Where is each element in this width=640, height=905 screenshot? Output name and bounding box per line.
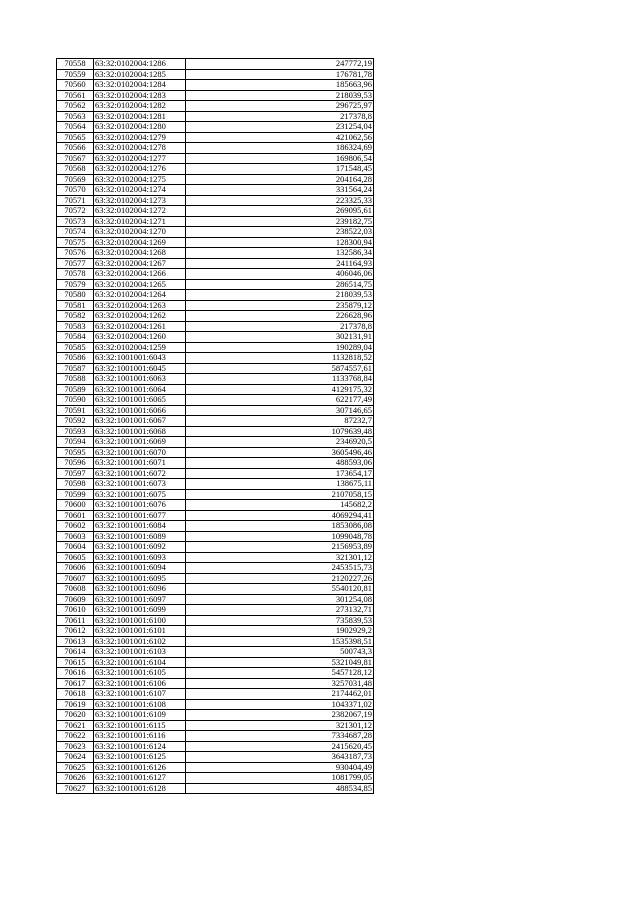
cadastral-value-cell: 488534,85: [186, 783, 374, 794]
table-row: [57, 384, 374, 395]
cadastral-number-cell: 63:32:0102004:1267: [94, 258, 186, 269]
row-number-cell: 70598: [57, 479, 94, 490]
cadastral-number-cell: 63:32:1001001:6126: [94, 762, 186, 773]
table-row: [57, 248, 374, 259]
row-number-cell: 70615: [57, 657, 94, 668]
cadastral-number-cell: 63:32:0102004:1275: [94, 174, 186, 185]
row-number-cell: 70577: [57, 258, 94, 269]
table-row: [57, 563, 374, 574]
row-number-cell: 70608: [57, 584, 94, 595]
row-number-cell: 70599: [57, 489, 94, 500]
row-number-cell: 70560: [57, 80, 94, 91]
cadastral-value-cell: 1535398,51: [186, 636, 374, 647]
cadastral-value-cell: 218039,53: [186, 290, 374, 301]
table-row: [57, 542, 374, 553]
cadastral-value-cell: 176781,78: [186, 69, 374, 80]
table-row: [57, 426, 374, 437]
cadastral-number-cell: 63:32:1001001:6071: [94, 458, 186, 469]
table-row: [57, 458, 374, 469]
cadastral-value-cell: 217378,8: [186, 111, 374, 122]
cadastral-number-cell: 63:32:1001001:6075: [94, 489, 186, 500]
table-body: [57, 59, 374, 794]
cadastral-number-cell: 63:32:0102004:1259: [94, 342, 186, 353]
cadastral-value-cell: 2174462,01: [186, 689, 374, 700]
cadastral-value-cell: 3643187,73: [186, 752, 374, 763]
row-number-cell: 70593: [57, 426, 94, 437]
cadastral-number-cell: 63:32:1001001:6064: [94, 384, 186, 395]
row-number-cell: 70617: [57, 678, 94, 689]
cadastral-value-cell: 1132818,52: [186, 353, 374, 364]
cadastral-value-cell: 301254,08: [186, 594, 374, 605]
row-number-cell: 70587: [57, 363, 94, 374]
row-number-cell: 70600: [57, 500, 94, 511]
table-row: [57, 710, 374, 721]
table-row: [57, 80, 374, 91]
cadastral-number-cell: 63:32:1001001:6067: [94, 416, 186, 427]
cadastral-number-cell: 63:32:1001001:6093: [94, 552, 186, 563]
cadastral-value-cell: 421062,56: [186, 132, 374, 143]
table-row: [57, 468, 374, 479]
cadastral-number-cell: 63:32:1001001:6116: [94, 731, 186, 742]
table-row: [57, 437, 374, 448]
cadastral-number-cell: 63:32:0102004:1277: [94, 153, 186, 164]
cadastral-number-cell: 63:32:0102004:1279: [94, 132, 186, 143]
row-number-cell: 70584: [57, 332, 94, 343]
row-number-cell: 70567: [57, 153, 94, 164]
cadastral-number-cell: 63:32:0102004:1261: [94, 321, 186, 332]
row-number-cell: 70580: [57, 290, 94, 301]
row-number-cell: 70563: [57, 111, 94, 122]
cadastral-number-cell: 63:32:1001001:6072: [94, 468, 186, 479]
row-number-cell: 70576: [57, 248, 94, 259]
table-row: [57, 521, 374, 532]
row-number-cell: 70582: [57, 311, 94, 322]
table-row: [57, 90, 374, 101]
cadastral-number-cell: 63:32:1001001:6043: [94, 353, 186, 364]
row-number-cell: 70578: [57, 269, 94, 280]
row-number-cell: 70561: [57, 90, 94, 101]
table-row: [57, 111, 374, 122]
row-number-cell: 70586: [57, 353, 94, 364]
table-row: [57, 741, 374, 752]
table-row: [57, 101, 374, 112]
row-number-cell: 70591: [57, 405, 94, 416]
cadastral-number-cell: 63:32:1001001:6094: [94, 563, 186, 574]
cadastral-value-cell: 4069294,41: [186, 510, 374, 521]
cadastral-number-cell: 63:32:1001001:6089: [94, 531, 186, 542]
cadastral-value-cell: 138675,11: [186, 479, 374, 490]
table-row: [57, 752, 374, 763]
row-number-cell: 70592: [57, 416, 94, 427]
cadastral-value-cell: 1902929,2: [186, 626, 374, 637]
row-number-cell: 70585: [57, 342, 94, 353]
cadastral-number-cell: 63:32:1001001:6105: [94, 668, 186, 679]
cadastral-number-cell: 63:32:1001001:6099: [94, 605, 186, 616]
cadastral-number-cell: 63:32:1001001:6115: [94, 720, 186, 731]
row-number-cell: 70559: [57, 69, 94, 80]
cadastral-number-cell: 63:32:1001001:6128: [94, 783, 186, 794]
row-number-cell: 70564: [57, 122, 94, 133]
row-number-cell: 70574: [57, 227, 94, 238]
row-number-cell: 70609: [57, 594, 94, 605]
cadastral-number-cell: 63:32:0102004:1270: [94, 227, 186, 238]
row-number-cell: 70604: [57, 542, 94, 553]
cadastral-number-cell: 63:32:1001001:6069: [94, 437, 186, 448]
cadastral-number-cell: 63:32:1001001:6125: [94, 752, 186, 763]
row-number-cell: 70602: [57, 521, 94, 532]
cadastral-value-cell: 1081799,05: [186, 773, 374, 784]
cadastral-number-cell: 63:32:1001001:6102: [94, 636, 186, 647]
table-row: [57, 321, 374, 332]
cadastral-value-cell: 5540120,81: [186, 584, 374, 595]
table-row: [57, 500, 374, 511]
cadastral-value-cell: 226628,96: [186, 311, 374, 322]
cadastral-value-cell: 2156953,89: [186, 542, 374, 553]
cadastral-number-cell: 63:32:0102004:1286: [94, 59, 186, 70]
table-row: [57, 720, 374, 731]
table-row: [57, 689, 374, 700]
row-number-cell: 70613: [57, 636, 94, 647]
cadastral-number-cell: 63:32:1001001:6073: [94, 479, 186, 490]
row-number-cell: 70614: [57, 647, 94, 658]
cadastral-number-cell: 63:32:0102004:1280: [94, 122, 186, 133]
cadastral-number-cell: 63:32:1001001:6106: [94, 678, 186, 689]
table-row: [57, 615, 374, 626]
table-row: [57, 657, 374, 668]
cadastral-value-cell: 5874557,61: [186, 363, 374, 374]
table-row: [57, 290, 374, 301]
table-row: [57, 237, 374, 248]
cadastral-number-cell: 63:32:1001001:6109: [94, 710, 186, 721]
cadastral-number-cell: 63:32:1001001:6100: [94, 615, 186, 626]
row-number-cell: 70568: [57, 164, 94, 175]
table-row: [57, 353, 374, 364]
cadastral-value-cell: 169806,54: [186, 153, 374, 164]
table-row: [57, 678, 374, 689]
cadastral-number-cell: 63:32:0102004:1265: [94, 279, 186, 290]
cadastral-number-cell: 63:32:1001001:6068: [94, 426, 186, 437]
table-row: [57, 510, 374, 521]
row-number-cell: 70621: [57, 720, 94, 731]
row-number-cell: 70601: [57, 510, 94, 521]
table-row: [57, 132, 374, 143]
table-row: [57, 374, 374, 385]
cadastral-number-cell: 63:32:1001001:6092: [94, 542, 186, 553]
cadastral-number-cell: 63:32:1001001:6045: [94, 363, 186, 374]
table-row: [57, 489, 374, 500]
cadastral-value-cell: 247772,19: [186, 59, 374, 70]
row-number-cell: 70595: [57, 447, 94, 458]
table-row: [57, 647, 374, 658]
cadastral-number-cell: 63:32:0102004:1263: [94, 300, 186, 311]
row-number-cell: 70627: [57, 783, 94, 794]
row-number-cell: 70579: [57, 279, 94, 290]
cadastral-value-cell: 4129175,32: [186, 384, 374, 395]
cadastral-number-cell: 63:32:0102004:1269: [94, 237, 186, 248]
table-row: [57, 195, 374, 206]
row-number-cell: 70626: [57, 773, 94, 784]
cadastral-value-cell: 930404,49: [186, 762, 374, 773]
cadastral-value-cell: 307146,65: [186, 405, 374, 416]
table-row: [57, 153, 374, 164]
cadastral-number-cell: 63:32:0102004:1274: [94, 185, 186, 196]
cadastral-value-cell: 190289,04: [186, 342, 374, 353]
row-number-cell: 70606: [57, 563, 94, 574]
cadastral-number-cell: 63:32:1001001:6076: [94, 500, 186, 511]
table-row: [57, 573, 374, 584]
cadastral-value-cell: 132586,34: [186, 248, 374, 259]
cadastral-number-cell: 63:32:1001001:6127: [94, 773, 186, 784]
table-row: [57, 332, 374, 343]
cadastral-value-cell: 269095,61: [186, 206, 374, 217]
cadastral-number-cell: 63:32:1001001:6107: [94, 689, 186, 700]
table-row: [57, 300, 374, 311]
table-row: [57, 174, 374, 185]
table-row: [57, 636, 374, 647]
row-number-cell: 70571: [57, 195, 94, 206]
table-row: [57, 699, 374, 710]
row-number-cell: 70590: [57, 395, 94, 406]
cadastral-value-cell: 488593,06: [186, 458, 374, 469]
cadastral-number-cell: 63:32:0102004:1284: [94, 80, 186, 91]
row-number-cell: 70596: [57, 458, 94, 469]
row-number-cell: 70589: [57, 384, 94, 395]
cadastral-value-cell: 238522,03: [186, 227, 374, 238]
cadastral-number-cell: 63:32:0102004:1282: [94, 101, 186, 112]
cadastral-value-cell: 2382067,19: [186, 710, 374, 721]
cadastral-value-cell: 145682,2: [186, 500, 374, 511]
cadastral-value-cell: 1853086,08: [186, 521, 374, 532]
row-number-cell: 70566: [57, 143, 94, 154]
cadastral-value-cell: 286514,75: [186, 279, 374, 290]
cadastral-number-cell: 63:32:1001001:6124: [94, 741, 186, 752]
row-number-cell: 70575: [57, 237, 94, 248]
row-number-cell: 70594: [57, 437, 94, 448]
cadastral-number-cell: 63:32:0102004:1281: [94, 111, 186, 122]
cadastral-value-cell: 204164,28: [186, 174, 374, 185]
table-row: [57, 552, 374, 563]
table-row: [57, 59, 374, 70]
cadastral-value-cell: 5457128,12: [186, 668, 374, 679]
cadastral-value-cell: 2120227,26: [186, 573, 374, 584]
row-number-cell: 70622: [57, 731, 94, 742]
table-row: [57, 762, 374, 773]
cadastral-number-cell: 63:32:1001001:6096: [94, 584, 186, 595]
cadastral-value-cell: 296725,97: [186, 101, 374, 112]
table-row: [57, 185, 374, 196]
table-row: [57, 668, 374, 679]
cadastral-number-cell: 63:32:1001001:6065: [94, 395, 186, 406]
cadastral-number-cell: 63:32:1001001:6084: [94, 521, 186, 532]
cadastral-value-cell: 1043371,02: [186, 699, 374, 710]
cadastral-value-cell: 2415620,45: [186, 741, 374, 752]
cadastral-value-cell: 241164,93: [186, 258, 374, 269]
table-row: [57, 605, 374, 616]
cadastral-number-cell: 63:32:1001001:6070: [94, 447, 186, 458]
cadastral-value-cell: 735839,53: [186, 615, 374, 626]
table-row: [57, 311, 374, 322]
table-row: [57, 164, 374, 175]
table-row: [57, 122, 374, 133]
cadastral-value-cell: 5321049,81: [186, 657, 374, 668]
row-number-cell: 70573: [57, 216, 94, 227]
table-row: [57, 416, 374, 427]
table-row: [57, 216, 374, 227]
document-page: [56, 58, 374, 794]
row-number-cell: 70569: [57, 174, 94, 185]
table-row: [57, 773, 374, 784]
cadastral-value-cell: 186324,69: [186, 143, 374, 154]
cadastral-number-cell: 63:32:0102004:1268: [94, 248, 186, 259]
cadastral-value-table: [56, 58, 374, 794]
cadastral-value-cell: 7334687,28: [186, 731, 374, 742]
cadastral-value-cell: 235879,12: [186, 300, 374, 311]
cadastral-number-cell: 63:32:1001001:6066: [94, 405, 186, 416]
cadastral-value-cell: 217378,8: [186, 321, 374, 332]
table-row: [57, 227, 374, 238]
cadastral-value-cell: 173654,17: [186, 468, 374, 479]
cadastral-value-cell: 239182,75: [186, 216, 374, 227]
table-row: [57, 269, 374, 280]
cadastral-value-cell: 321301,12: [186, 720, 374, 731]
cadastral-number-cell: 63:32:0102004:1283: [94, 90, 186, 101]
cadastral-value-cell: 622177,49: [186, 395, 374, 406]
table-row: [57, 405, 374, 416]
cadastral-number-cell: 63:32:1001001:6101: [94, 626, 186, 637]
cadastral-value-cell: 500743,3: [186, 647, 374, 658]
cadastral-value-cell: 321301,12: [186, 552, 374, 563]
row-number-cell: 70581: [57, 300, 94, 311]
row-number-cell: 70572: [57, 206, 94, 217]
row-number-cell: 70624: [57, 752, 94, 763]
cadastral-number-cell: 63:32:0102004:1285: [94, 69, 186, 80]
row-number-cell: 70558: [57, 59, 94, 70]
cadastral-value-cell: 171548,45: [186, 164, 374, 175]
cadastral-number-cell: 63:32:0102004:1266: [94, 269, 186, 280]
row-number-cell: 70565: [57, 132, 94, 143]
cadastral-value-cell: 2453515,73: [186, 563, 374, 574]
row-number-cell: 70605: [57, 552, 94, 563]
table-row: [57, 69, 374, 80]
cadastral-value-cell: 218039,53: [186, 90, 374, 101]
row-number-cell: 70612: [57, 626, 94, 637]
cadastral-value-cell: 1133768,84: [186, 374, 374, 385]
row-number-cell: 70583: [57, 321, 94, 332]
row-number-cell: 70619: [57, 699, 94, 710]
table-row: [57, 279, 374, 290]
cadastral-value-cell: 185663,96: [186, 80, 374, 91]
row-number-cell: 70603: [57, 531, 94, 542]
table-row: [57, 584, 374, 595]
cadastral-number-cell: 63:32:0102004:1278: [94, 143, 186, 154]
cadastral-value-cell: 302131,91: [186, 332, 374, 343]
cadastral-number-cell: 63:32:0102004:1273: [94, 195, 186, 206]
cadastral-value-cell: 3257031,48: [186, 678, 374, 689]
row-number-cell: 70570: [57, 185, 94, 196]
cadastral-value-cell: 231254,04: [186, 122, 374, 133]
cadastral-number-cell: 63:32:0102004:1262: [94, 311, 186, 322]
cadastral-value-cell: 2346920,5: [186, 437, 374, 448]
table-row: [57, 395, 374, 406]
cadastral-number-cell: 63:32:1001001:6077: [94, 510, 186, 521]
cadastral-number-cell: 63:32:0102004:1264: [94, 290, 186, 301]
cadastral-value-cell: 223325,33: [186, 195, 374, 206]
row-number-cell: 70597: [57, 468, 94, 479]
cadastral-number-cell: 63:32:0102004:1276: [94, 164, 186, 175]
row-number-cell: 70618: [57, 689, 94, 700]
row-number-cell: 70616: [57, 668, 94, 679]
row-number-cell: 70610: [57, 605, 94, 616]
row-number-cell: 70620: [57, 710, 94, 721]
cadastral-value-cell: 331564,24: [186, 185, 374, 196]
cadastral-value-cell: 87232,7: [186, 416, 374, 427]
table-row: [57, 342, 374, 353]
table-row: [57, 258, 374, 269]
cadastral-value-cell: 406046,06: [186, 269, 374, 280]
cadastral-value-cell: 2107058,15: [186, 489, 374, 500]
row-number-cell: 70623: [57, 741, 94, 752]
table-row: [57, 143, 374, 154]
table-row: [57, 531, 374, 542]
cadastral-number-cell: 63:32:0102004:1271: [94, 216, 186, 227]
cadastral-number-cell: 63:32:1001001:6108: [94, 699, 186, 710]
table-row: [57, 363, 374, 374]
row-number-cell: 70562: [57, 101, 94, 112]
table-row: [57, 206, 374, 217]
cadastral-number-cell: 63:32:0102004:1272: [94, 206, 186, 217]
cadastral-number-cell: 63:32:1001001:6095: [94, 573, 186, 584]
cadastral-value-cell: 3605496,46: [186, 447, 374, 458]
table-row: [57, 731, 374, 742]
row-number-cell: 70611: [57, 615, 94, 626]
cadastral-value-cell: 1079639,48: [186, 426, 374, 437]
row-number-cell: 70625: [57, 762, 94, 773]
table-row: [57, 783, 374, 794]
row-number-cell: 70607: [57, 573, 94, 584]
cadastral-number-cell: 63:32:0102004:1260: [94, 332, 186, 343]
row-number-cell: 70588: [57, 374, 94, 385]
cadastral-number-cell: 63:32:1001001:6103: [94, 647, 186, 658]
table-row: [57, 447, 374, 458]
cadastral-value-cell: 1099048,78: [186, 531, 374, 542]
cadastral-number-cell: 63:32:1001001:6104: [94, 657, 186, 668]
cadastral-value-cell: 273132,71: [186, 605, 374, 616]
table-row: [57, 626, 374, 637]
cadastral-value-cell: 128300,94: [186, 237, 374, 248]
cadastral-number-cell: 63:32:1001001:6063: [94, 374, 186, 385]
table-row: [57, 594, 374, 605]
cadastral-number-cell: 63:32:1001001:6097: [94, 594, 186, 605]
table-row: [57, 479, 374, 490]
